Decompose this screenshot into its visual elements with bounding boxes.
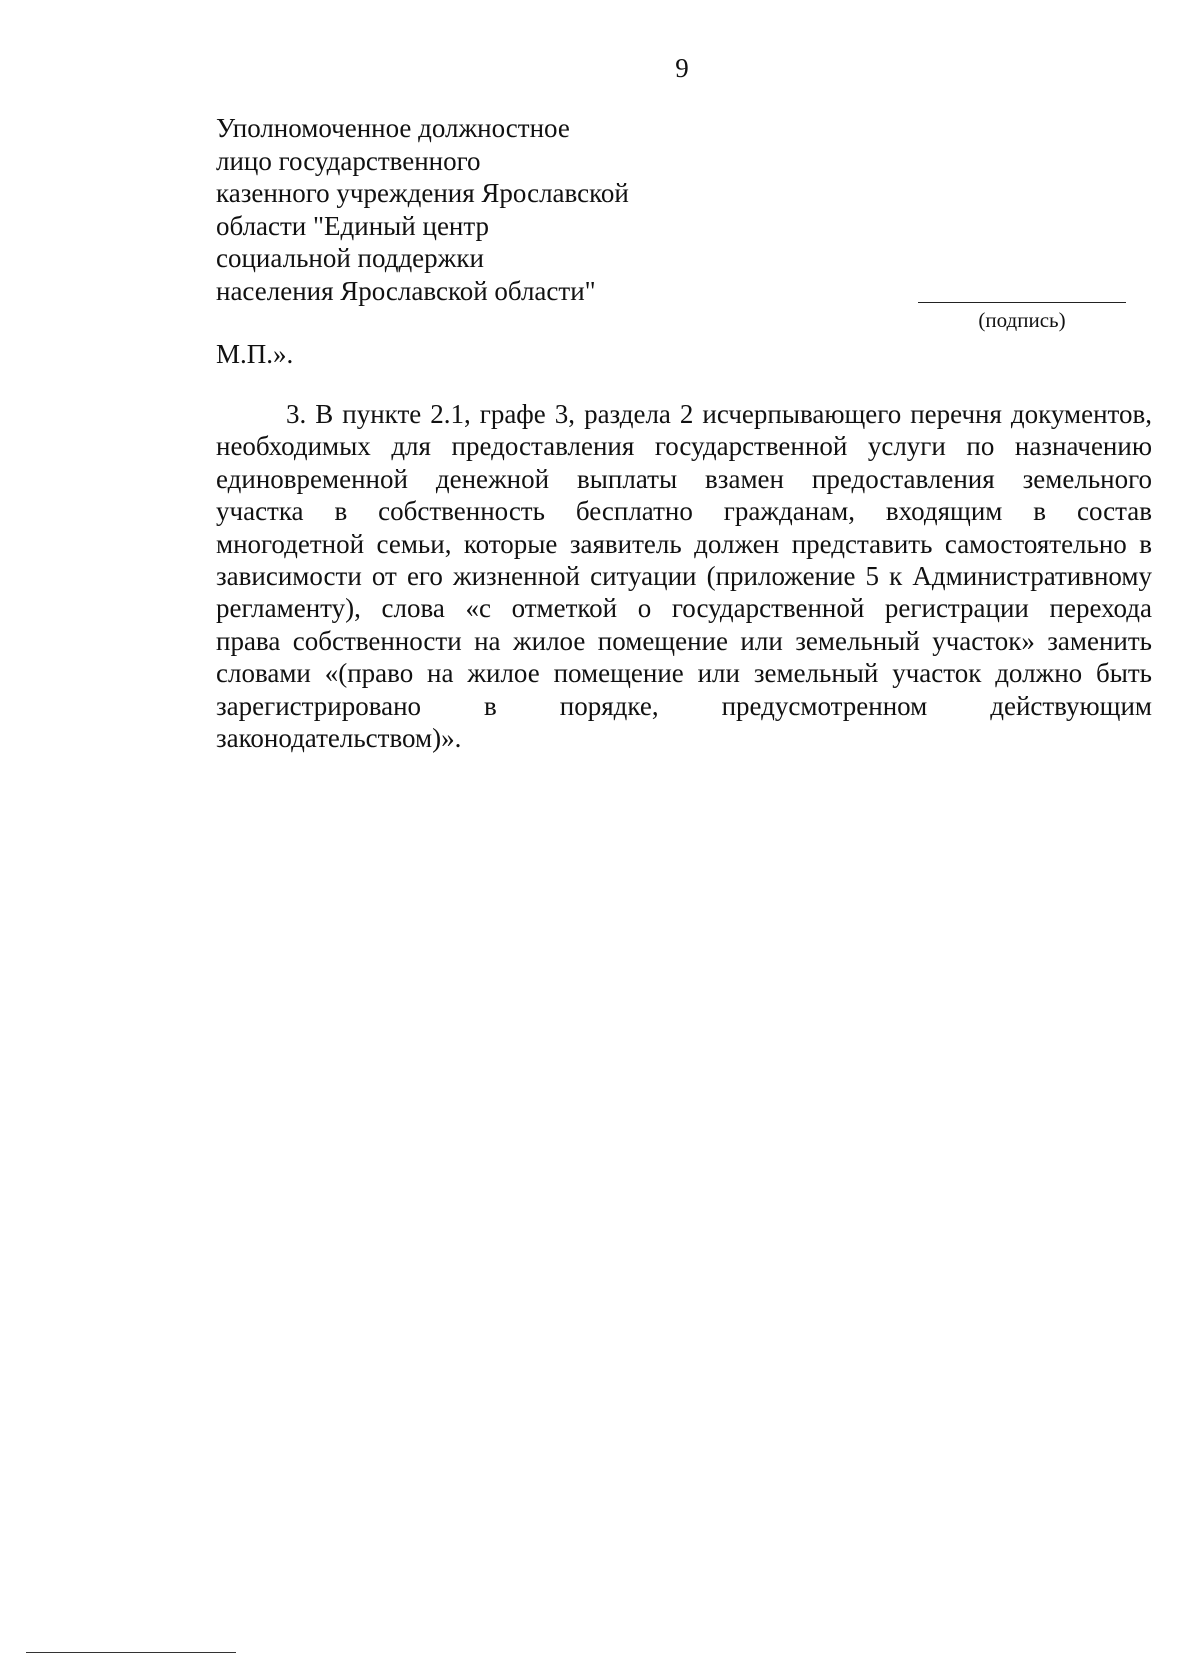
paragraph-line: 3. В пункте 2.1, графе 3, раздела 2 исчерпывающего перечня документов,	[286, 399, 1152, 429]
signature-line	[918, 302, 1126, 303]
paragraph-line: права собственности на жилое помещение или земельный участок» заменить	[216, 625, 1152, 656]
paragraph-line: единовременной денежной выплаты взамен предоставления земельного	[216, 463, 1152, 494]
stamp-mark: М.П.».	[216, 339, 294, 369]
paragraph-line: необходимых для предоставления государственной услуги по назначению	[216, 431, 1152, 462]
paragraph-line: регламенту), слова «с отметкой о государственной регистрации перехода	[216, 593, 1152, 624]
paragraph-line: зависимости от его жизненной ситуации (приложение 5 к Административному	[216, 561, 1152, 592]
signature-caption: (подпись)	[978, 308, 1066, 332]
paragraph-line: зарегистрировано в порядке, предусмотренном действующим	[216, 690, 1152, 721]
signatory-line: населения Ярославской области"	[216, 275, 596, 306]
paragraph-line: многодетной семьи, которые заявитель должен представить самостоятельно в	[216, 528, 1152, 559]
signatory-block	[216, 112, 776, 307]
paragraph-line: участка в собственность бесплатно гражданам, входящим в состав	[216, 496, 1152, 527]
amendment-paragraph	[216, 398, 1152, 754]
signatory-line: Уполномоченное должностное	[216, 113, 570, 143]
signatory-line: социальной поддержки	[216, 243, 484, 273]
signatory-line: лицо государственного	[216, 145, 481, 176]
paragraph-line: словами «(право на жилое помещение или земельный участок должно быть	[216, 658, 1152, 689]
paragraph-line: законодательством)».	[216, 723, 462, 754]
page-number: 9	[675, 53, 689, 83]
signatory-line: области "Единый центр	[216, 210, 490, 241]
footnote-rule	[26, 1652, 236, 1653]
signatory-line: казенного учреждения Ярославской	[216, 178, 629, 208]
